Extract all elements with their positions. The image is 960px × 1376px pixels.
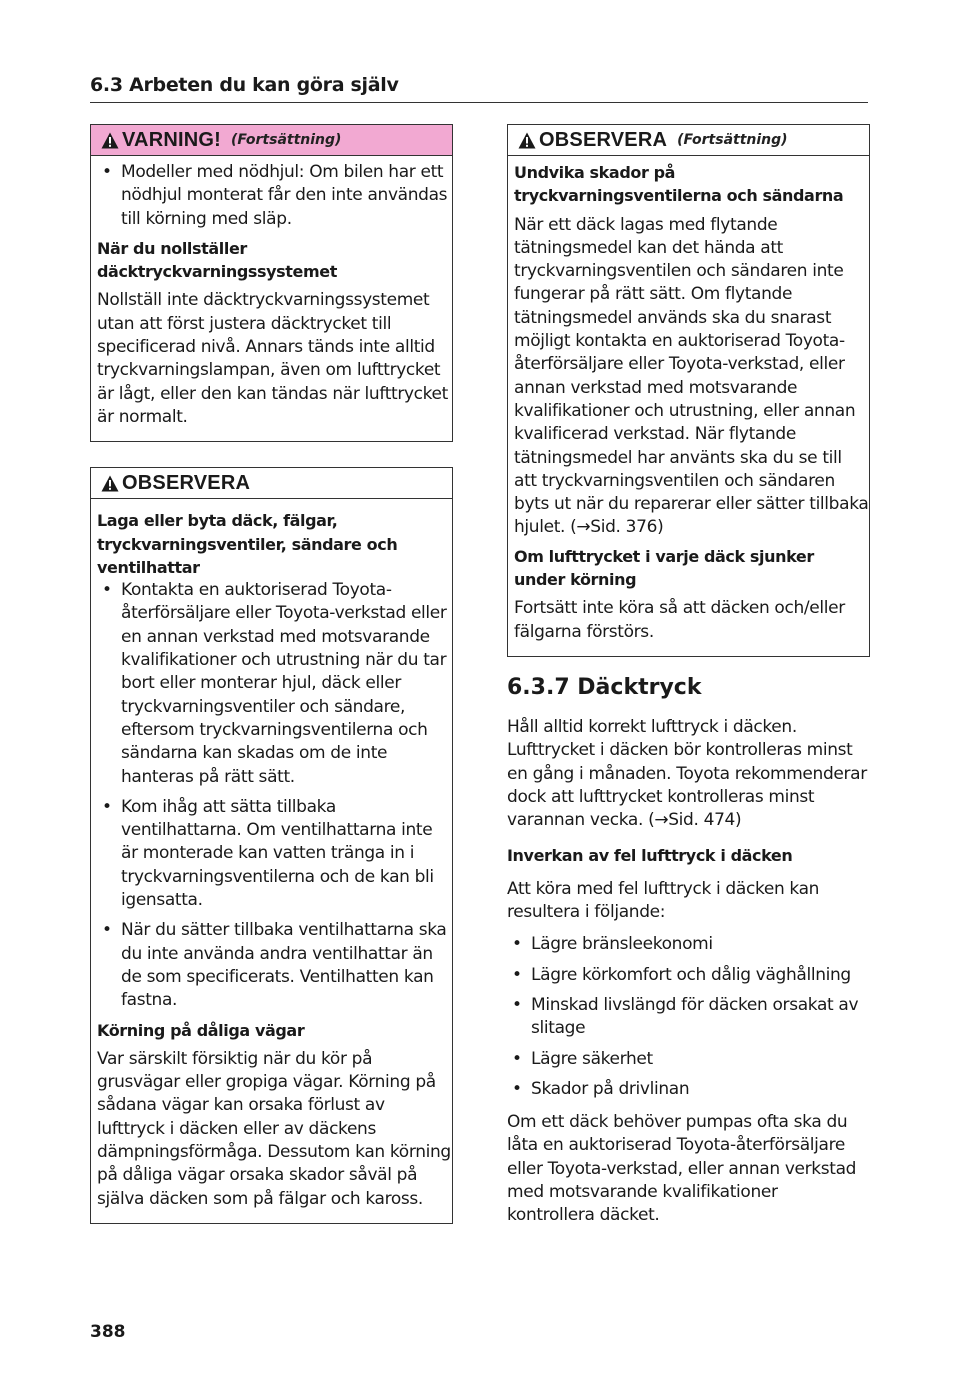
bullet: • [512, 934, 522, 955]
warning-heading: När du nollställer däcktryckvarningssystemet [97, 238, 337, 282]
notice-paragraph: Fortsätt inte köra så att däcken och/eller fälgarna förstörs. [514, 598, 845, 642]
list-item-text: Lägre körkomfort och dålig väghållning [531, 964, 851, 985]
notice-box [90, 467, 453, 1224]
section-outro: Om ett däck behöver pumpas ofta ska du låta en auktoriserad Toyota-återförsäljare eller Toyota-verkstad, eller annan verkstad med motsvarande kvalifikationer kontrollera däcket. [507, 1112, 857, 1226]
notice-paragraph: Var särskilt försiktig när du kör på grusvägar eller gropiga vägar. Körning på sådana vägar kan orsaka förlust av lufttryck i däcken eller av däckens dämpningsförmåga. Dessutom kan körning på dåliga vägar orsaka skador såväl på själva däcken som på fälgar och kaross. [97, 1048, 451, 1209]
right-column [507, 124, 870, 1228]
list-item [97, 161, 452, 231]
list-item [507, 1078, 870, 1101]
list-item-text: Modeller med nödhjul: Om bilen har ett nödhjul monterat får den inte användas till körning med släp. [121, 162, 448, 229]
warning-paragraph: Nollställ inte däcktryckvarningssystemet utan att först justera däcktrycket till specificerad nivå. Annars tänds inte alltid tryckvarningslampan, även om lufttrycket är lågt, eller den kan tändas när lufttrycket är normalt. [97, 290, 448, 427]
section-intro: Håll alltid korrekt lufttryck i däcken. Lufttrycket i däcken bör kontrolleras minst en gång i månaden. Toyota rekommenderar dock att lufttrycket kontrolleras minst varannan vecka. (→Sid. 474) [507, 716, 867, 831]
list-item-text: Lägre säkerhet [531, 1048, 653, 1069]
notice-paragraph: När ett däck lagas med flytande tätningsmedel kan det hända att tryckvarningsventilen och sändaren inte fungerar på rätt sätt. Om flytande tätningsmedel används ska du snarast möjligt kontakta en auktoriserad Toyota-återförsäljare eller Toyota-verkstad, eller annan verkstad med motsvarande kvalifikationer och utrustning, eller annan kvalificerad verkstad. När flytande tätningsmedel har använts ska du se till att tryckvarningsventilen och sändaren byts ut när du reparerar eller sätter tillbaka hjulet. (→Sid. 376) [514, 214, 869, 538]
notice-title: OBSERVERA [539, 128, 668, 151]
effects-list [507, 933, 870, 1101]
warning-box [90, 124, 453, 442]
section-title: 6.3.7 Däcktryck [507, 674, 702, 700]
notice-heading: Laga eller byta däck, fälgar, tryckvarningsventiler, sändare och ventilhattar [97, 511, 398, 577]
bullet: • [102, 580, 112, 601]
list-item [97, 796, 452, 912]
list-item [507, 1048, 870, 1071]
page-number: 388 [90, 1322, 126, 1342]
bullet: • [512, 964, 522, 985]
notice-heading: Körning på dåliga vägar [97, 1020, 305, 1040]
header-rule [90, 102, 868, 103]
warning-subtitle: (Fortsättning) [231, 132, 342, 148]
chapter-header: 6.3 Arbeten du kan göra själv [90, 74, 399, 96]
list-item-text: Minskad livslängd för däcken orsakat av slitage [531, 994, 859, 1039]
section-lead: Att köra med fel lufttryck i däcken kan resultera i följande: [507, 878, 820, 923]
bullet: • [512, 1078, 522, 1099]
notice-box-header [508, 125, 869, 156]
list-item [97, 919, 452, 1012]
list-item [97, 579, 452, 789]
warning-box-header [91, 125, 452, 156]
notice-subtitle: (Fortsättning) [677, 132, 788, 148]
bullet: • [512, 1048, 522, 1069]
list-item [507, 994, 870, 1041]
list-item-text: Kontakta en auktoriserad Toyota-återförsäljare eller Toyota-verkstad eller en annan verkstad med motsvarande kvalifikationer och utrustning när du tar bort eller monterar hjul, däck eller tryckvarningsventiler och sändare, eftersom tryckvarningsventilerna och sändarna kan skadas om de inte hanteras på rätt sätt. [121, 580, 447, 787]
notice-body [508, 156, 869, 656]
bullet: • [102, 162, 112, 182]
list-item-text: Skador på drivlinan [531, 1078, 690, 1099]
bullet: • [512, 994, 522, 1015]
warning-triangle-icon [101, 475, 119, 492]
notice-body [91, 499, 452, 1223]
list-item [507, 933, 870, 956]
list-item-text: Lägre bränsleekonomi [531, 934, 713, 955]
tire-pressure-section [507, 675, 870, 1228]
notice-heading: Undvika skador på tryckvarningsventilerna och sändarna [514, 163, 844, 206]
section-heading: Inverkan av fel lufttryck i däcken [507, 846, 793, 866]
list-item [507, 964, 870, 987]
warning-title: VARNING! [122, 128, 222, 151]
list-item-text: När du sätter tillbaka ventilhattarna ska du inte använda andra ventilhattar än de som specificerats. Ventilhatten kan fastna. [121, 920, 447, 1011]
notice-heading: Om lufttrycket i varje däck sjunker under körning [514, 546, 814, 590]
notice-title: OBSERVERA [122, 471, 251, 494]
warning-triangle-icon [101, 132, 119, 149]
bullet: • [102, 920, 112, 941]
warning-body [91, 156, 452, 441]
warning-triangle-icon [518, 132, 536, 149]
notice-box-header [91, 468, 452, 499]
list-item-text: Kom ihåg att sätta tillbaka ventilhattarna. Om ventilhattarna inte är monterade kan vatten tränga in i tryckvarningsventilerna och de kan bli igensatta. [121, 796, 434, 911]
bullet: • [102, 796, 112, 817]
notice-box [507, 124, 870, 657]
left-column [90, 124, 453, 1224]
